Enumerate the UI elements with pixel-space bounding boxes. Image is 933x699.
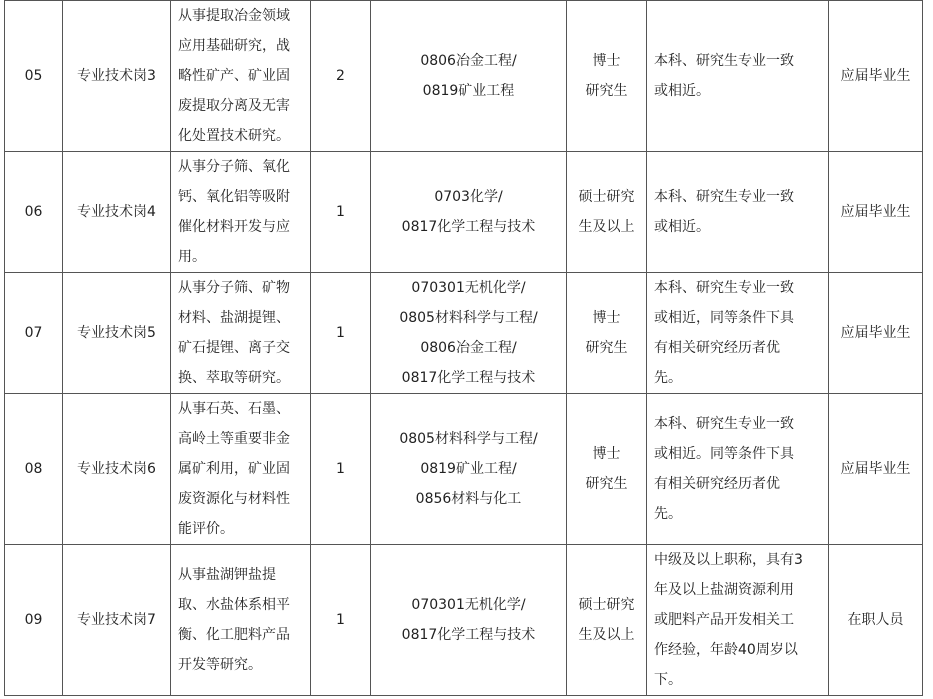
degree-requirement xyxy=(567,1,647,152)
duty-description xyxy=(171,152,311,273)
degree-requirement-line: 硕士研究 xyxy=(578,189,635,205)
duty-description-line: 从事分子筛、矿物 xyxy=(178,280,290,296)
degree-requirement xyxy=(567,152,647,273)
major-requirements-line: 0817化学工程与技术 xyxy=(401,219,536,235)
post-name: 专业技术岗3 xyxy=(63,1,171,152)
other-requirements-line: 本科、研究生专业一致 xyxy=(654,280,794,296)
duty-description-line: 开发等研究。 xyxy=(178,657,262,673)
other-requirements-line: 下。 xyxy=(654,672,682,688)
degree-requirement-line: 博士 xyxy=(592,310,621,326)
other-requirements-line: 先。 xyxy=(654,506,682,522)
degree-requirement-line: 博士 xyxy=(592,53,621,69)
candidate-type: 应届毕业生 xyxy=(829,394,923,545)
major-requirements-line: 070301无机化学/ xyxy=(411,280,526,296)
post-number: 06 xyxy=(5,152,63,273)
major-requirements xyxy=(371,273,567,394)
post-name: 专业技术岗4 xyxy=(63,152,171,273)
other-requirements-line: 或相近。同等条件下具 xyxy=(654,446,794,462)
major-requirements xyxy=(371,1,567,152)
duty-description-line: 从事分子筛、氧化 xyxy=(178,159,290,175)
duty-description xyxy=(171,545,311,696)
degree-requirement-line: 研究生 xyxy=(585,476,628,492)
other-requirements-line: 先。 xyxy=(654,370,682,386)
hire-count: 1 xyxy=(311,152,371,273)
duty-description xyxy=(171,273,311,394)
hire-count: 1 xyxy=(311,394,371,545)
other-requirements xyxy=(647,545,829,696)
other-requirements xyxy=(647,1,829,152)
major-requirements xyxy=(371,152,567,273)
duty-description-line: 从事提取冶金领域 xyxy=(178,8,290,24)
major-requirements-line: 0806冶金工程/ xyxy=(420,340,517,356)
duty-description-line: 应用基础研究，战 xyxy=(178,38,290,54)
degree-requirement-line: 博士 xyxy=(592,446,621,462)
duty-description-line: 取、水盐体系相平 xyxy=(178,597,290,613)
degree-requirement-line: 硕士研究 xyxy=(578,597,635,613)
table-row xyxy=(5,394,923,545)
major-requirements xyxy=(371,545,567,696)
duty-description-line: 钙、氧化铝等吸附 xyxy=(178,189,290,205)
major-requirements-line: 0817化学工程与技术 xyxy=(401,370,536,386)
duty-description xyxy=(171,394,311,545)
duty-description-line: 从事石英、石墨、 xyxy=(178,401,290,417)
duty-description-line: 废提取分离及无害 xyxy=(178,98,290,114)
duty-description-line: 高岭土等重要非金 xyxy=(178,431,290,447)
post-number: 07 xyxy=(5,273,63,394)
major-requirements-line: 0703化学/ xyxy=(434,189,503,205)
other-requirements-line: 本科、研究生专业一致 xyxy=(654,189,794,205)
post-name: 专业技术岗5 xyxy=(63,273,171,394)
degree-requirement xyxy=(567,273,647,394)
table-row xyxy=(5,273,923,394)
duty-description-line: 材料、盐湖提锂、 xyxy=(178,310,290,326)
candidate-type: 应届毕业生 xyxy=(829,273,923,394)
post-name: 专业技术岗7 xyxy=(63,545,171,696)
degree-requirement xyxy=(567,545,647,696)
major-requirements xyxy=(371,394,567,545)
other-requirements xyxy=(647,394,829,545)
duty-description xyxy=(171,1,311,152)
other-requirements-line: 本科、研究生专业一致 xyxy=(654,53,794,69)
degree-requirement xyxy=(567,394,647,545)
other-requirements-line: 本科、研究生专业一致 xyxy=(654,416,794,432)
major-requirements-line: 0806冶金工程/ xyxy=(420,53,517,69)
duty-description-line: 略性矿产、矿业固 xyxy=(178,68,290,84)
other-requirements-line: 或相近。 xyxy=(654,83,710,99)
duty-description-line: 废资源化与材料性 xyxy=(178,491,290,507)
degree-requirement-line: 生及以上 xyxy=(578,627,635,643)
post-number: 08 xyxy=(5,394,63,545)
duty-description-line: 属矿利用，矿业固 xyxy=(178,461,290,477)
major-requirements-line: 070301无机化学/ xyxy=(411,597,526,613)
candidate-type: 应届毕业生 xyxy=(829,152,923,273)
duty-description-line: 能评价。 xyxy=(178,521,234,537)
duty-description-line: 催化材料开发与应 xyxy=(178,219,290,235)
recruitment-table xyxy=(4,0,923,696)
duty-description-line: 化处置技术研究。 xyxy=(178,128,290,144)
table-row xyxy=(5,1,923,152)
duty-description-line: 衡、化工肥料产品 xyxy=(178,627,290,643)
other-requirements xyxy=(647,152,829,273)
other-requirements-line: 有相关研究经历者优 xyxy=(654,340,780,356)
post-number: 05 xyxy=(5,1,63,152)
major-requirements-line: 0805材料科学与工程/ xyxy=(399,310,538,326)
table-body xyxy=(5,1,923,696)
other-requirements-line: 作经验，年龄40周岁以 xyxy=(654,642,798,658)
candidate-type: 在职人员 xyxy=(829,545,923,696)
major-requirements-line: 0819矿业工程/ xyxy=(420,461,517,477)
degree-requirement-line: 生及以上 xyxy=(578,219,635,235)
major-requirements-line: 0805材料科学与工程/ xyxy=(399,431,538,447)
degree-requirement-line: 研究生 xyxy=(585,340,628,356)
table-row xyxy=(5,152,923,273)
candidate-type: 应届毕业生 xyxy=(829,1,923,152)
hire-count: 1 xyxy=(311,545,371,696)
hire-count: 1 xyxy=(311,273,371,394)
table-row xyxy=(5,545,923,696)
other-requirements-line: 年及以上盐湖资源利用 xyxy=(654,582,794,598)
major-requirements-line: 0856材料与化工 xyxy=(415,491,522,507)
major-requirements-line: 0819矿业工程 xyxy=(422,83,515,99)
other-requirements-line: 有相关研究经历者优 xyxy=(654,476,780,492)
post-number: 09 xyxy=(5,545,63,696)
duty-description-line: 从事盐湖钾盐提 xyxy=(178,567,276,583)
other-requirements-line: 或相近，同等条件下具 xyxy=(654,310,794,326)
duty-description-line: 换、萃取等研究。 xyxy=(178,370,290,386)
hire-count: 2 xyxy=(311,1,371,152)
other-requirements-line: 中级及以上职称，具有3 xyxy=(654,552,803,568)
major-requirements-line: 0817化学工程与技术 xyxy=(401,627,536,643)
other-requirements-line: 或肥料产品开发相关工 xyxy=(654,612,794,628)
other-requirements-line: 或相近。 xyxy=(654,219,710,235)
duty-description-line: 用。 xyxy=(178,249,206,265)
post-name: 专业技术岗6 xyxy=(63,394,171,545)
degree-requirement-line: 研究生 xyxy=(585,83,628,99)
other-requirements xyxy=(647,273,829,394)
duty-description-line: 矿石提锂、离子交 xyxy=(178,340,290,356)
